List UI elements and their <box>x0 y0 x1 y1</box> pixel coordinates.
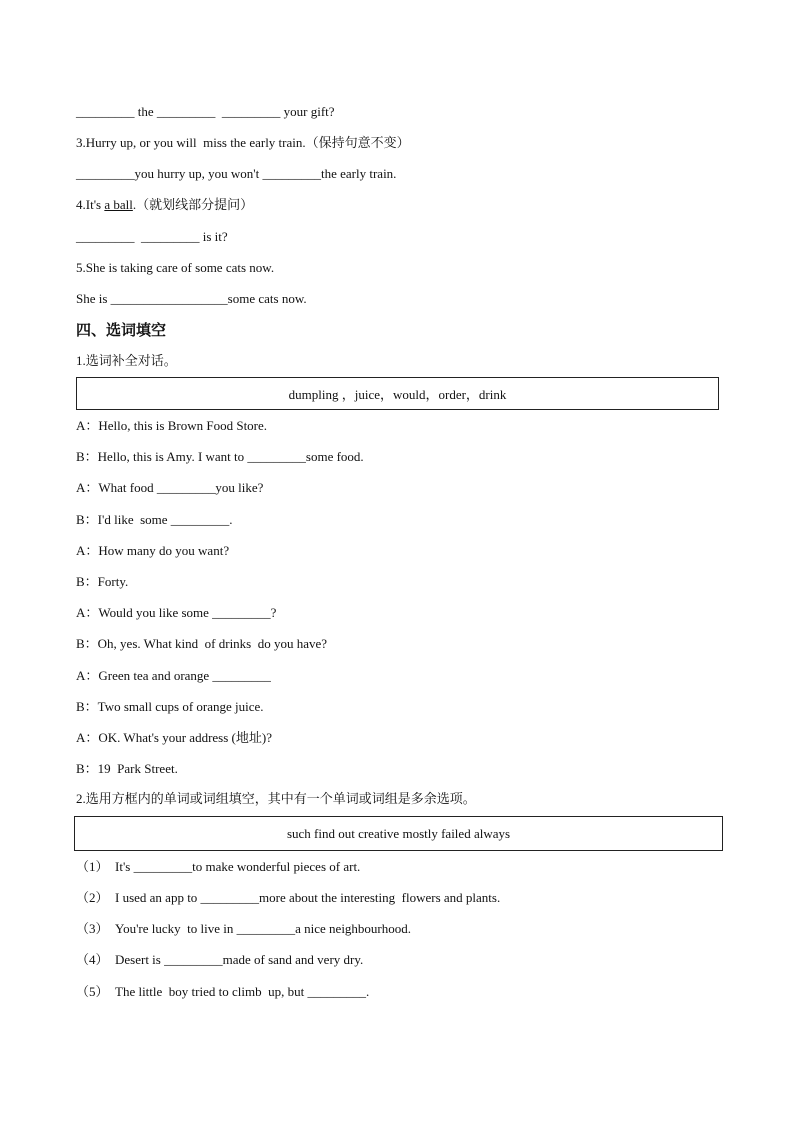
q4-prompt-start: 4.It's <box>76 197 105 212</box>
q4-prompt-end: .（就划线部分提问） <box>132 197 254 212</box>
part1-instruction: 1.选词补全对话。 <box>76 353 177 368</box>
dialogue-line: A：How many do you want? <box>76 543 230 558</box>
q3-prompt: 3.Hurry up, or you will miss the early train.（保持句意不变） <box>76 135 410 150</box>
q4-prompt <box>76 196 253 214</box>
dialogue-line: A：What food _________you like? <box>76 480 264 495</box>
part2-instruction: 2.选用方框内的单词或词组填空，其中有一个单词或词组是多余选项。 <box>76 791 476 806</box>
part1-word-box-text: dumpling ，juice，would，order，drink <box>288 387 507 402</box>
part2-item: （5） The little boy tried to climb up, but _________. <box>76 984 370 999</box>
part2-word-box <box>74 816 723 851</box>
part2-word-box-text: such find out creative mostly failed always <box>286 825 511 841</box>
dialogue-line: A：Green tea and orange _________ <box>76 668 271 683</box>
part2-item: （1） It's _________to make wonderful pieces of art. <box>76 859 361 874</box>
part1-word-box <box>76 377 719 410</box>
dialogue-line: B：Two small cups of orange juice. <box>76 699 264 714</box>
dialogue-line: A：Hello, this is Brown Food Store. <box>76 418 268 433</box>
part2-item: （3） You're lucky to live in _________a nice neighbourhood. <box>76 921 412 936</box>
part2-item: （2） I used an app to _________more about the interesting flowers and plants. <box>76 890 501 905</box>
dialogue-line: B：19 Park Street. <box>76 761 178 776</box>
dialogue-line: B：Hello, this is Amy. I want to _________some food. <box>76 449 364 464</box>
q5-answer-line: She is __________________some cats now. <box>76 291 307 306</box>
dialogue-line: A：OK. What's your address (地址)? <box>76 730 272 745</box>
dialogue-line: B：Forty. <box>76 574 129 589</box>
dialogue-line: B：Oh, yes. What kind of drinks do you have? <box>76 636 328 651</box>
dialogue-line: B：I'd like some _________. <box>76 512 233 527</box>
dialogue-line: A：Would you like some _________? <box>76 605 277 620</box>
q4-answer-line: _________ _________ is it? <box>76 229 228 244</box>
section-heading: 四、选词填空 <box>76 321 167 339</box>
part2-item: （4） Desert is _________made of sand and very dry. <box>76 952 364 967</box>
q3-answer-line: _________you hurry up, you won't _________the early train. <box>76 166 397 181</box>
q4-underlined-phrase: a ball <box>104 197 133 212</box>
q5-prompt: 5.She is taking care of some cats now. <box>76 260 275 275</box>
q2-answer-line: _________ the _________ _________ your gift? <box>76 104 335 119</box>
